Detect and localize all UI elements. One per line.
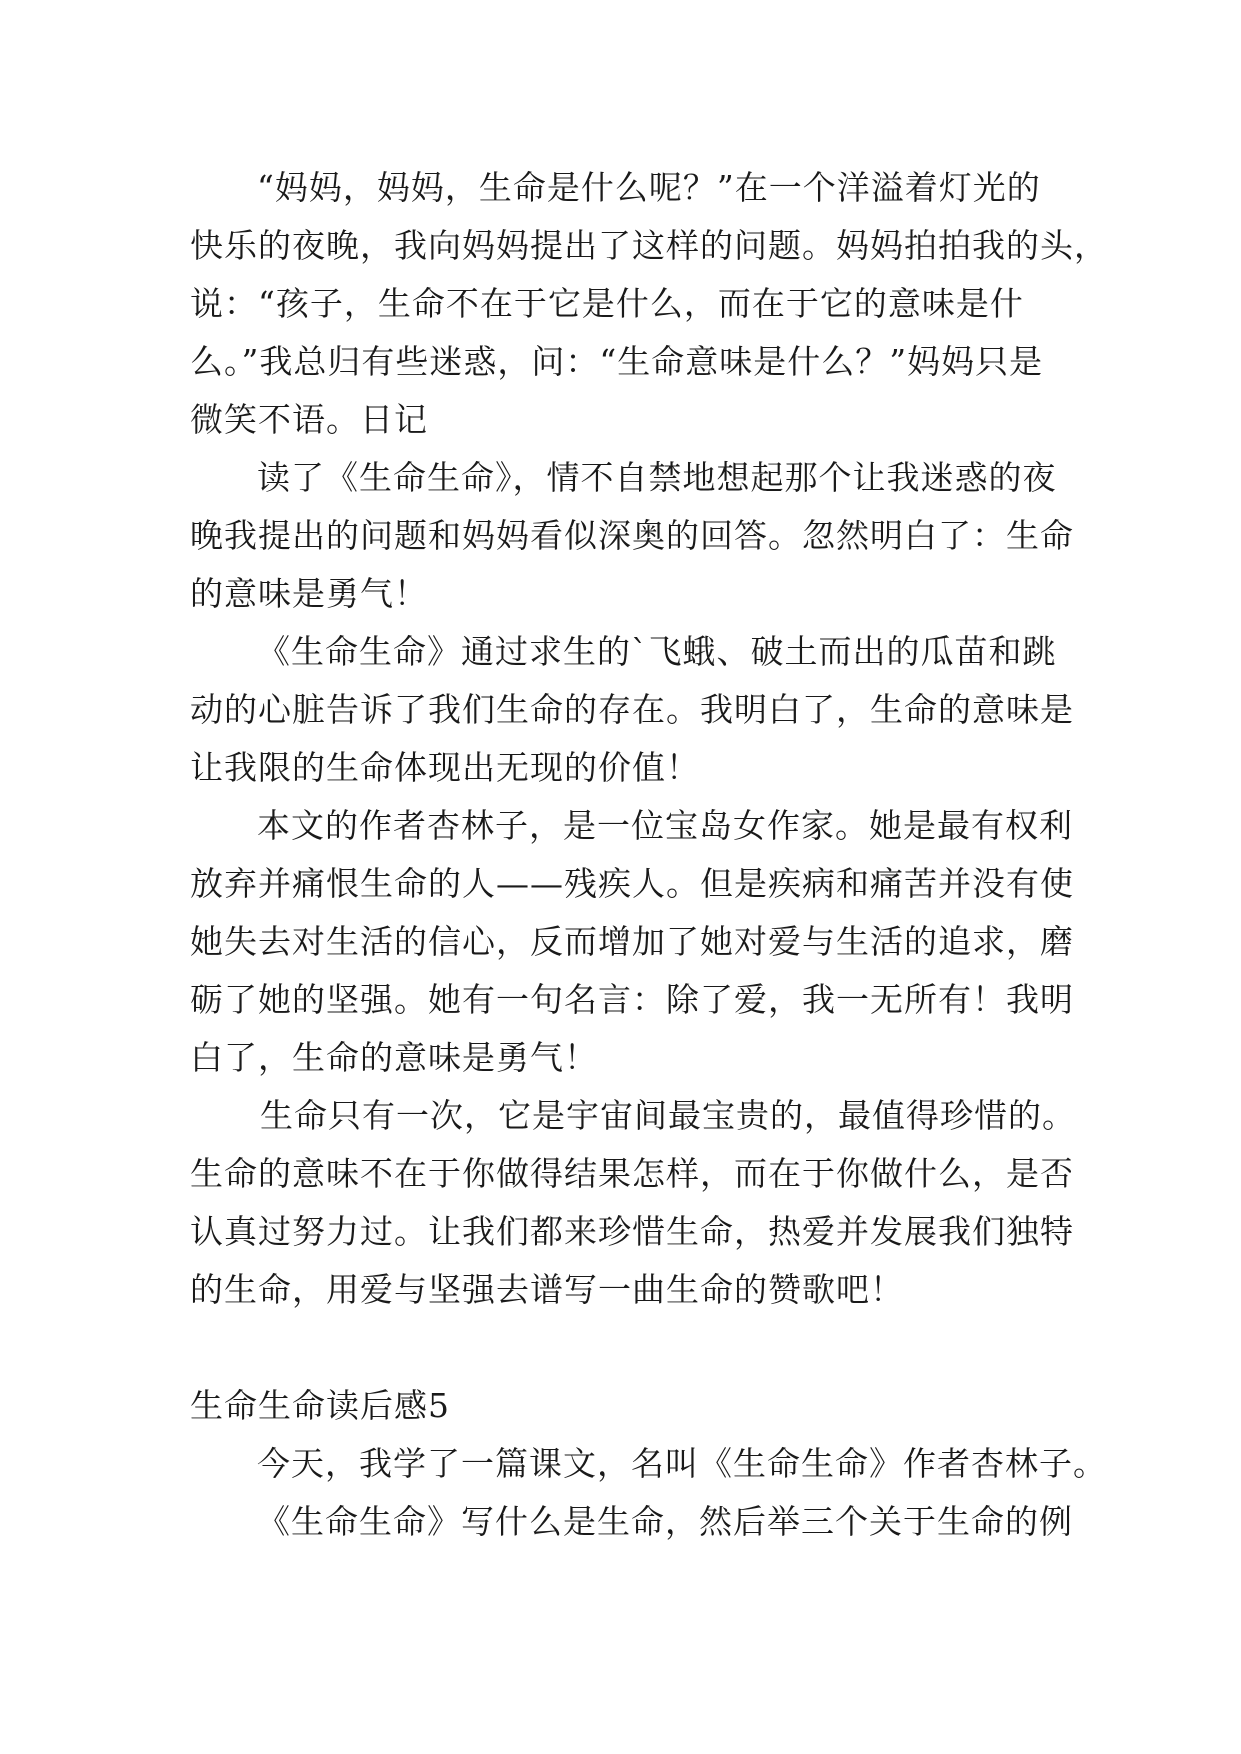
- paragraph-line: 让我限的生命体现出无现的价值！: [190, 748, 700, 787]
- paragraph-line: 放弃并痛恨生命的人——残疾人。但是疾病和痛苦并没有使: [190, 864, 1074, 903]
- paragraph-line: 晚我提出的问题和妈妈看似深奥的回答。忽然明白了：生命: [190, 516, 1074, 555]
- paragraph-line: 读了《生命生命》，情不自禁地想起那个让我迷惑的夜: [257, 458, 1057, 497]
- paragraph-line: 今天，我学了一篇课文，名叫《生命生命》作者杏林子。: [257, 1444, 1107, 1483]
- paragraph-line: 砺了她的坚强。她有一句名言：除了爱，我一无所有！我明: [190, 980, 1074, 1019]
- paragraph-line: 认真过努力过。让我们都来珍惜生命，热爱并发展我们独特: [190, 1212, 1074, 1251]
- paragraph-line: 生命只有一次，它是宇宙间最宝贵的，最值得珍惜的。: [260, 1096, 1076, 1135]
- section-heading: 生命生命读后感5: [190, 1386, 450, 1425]
- paragraph-line: 动的心脏告诉了我们生命的存在。我明白了，生命的意味是: [190, 690, 1074, 729]
- paragraph-line: 本文的作者杏林子，是一位宝岛女作家。她是最有权利: [257, 806, 1073, 845]
- paragraph-line: “妈妈，妈妈，生命是什么呢？”在一个洋溢着灯光的: [257, 168, 1041, 207]
- paragraph-line: 生命的意味不在于你做得结果怎样，而在于你做什么，是否: [190, 1154, 1074, 1193]
- paragraph-line: 白了，生命的意味是勇气！: [190, 1038, 598, 1077]
- paragraph-line: 《生命生命》写什么是生命，然后举三个关于生命的例: [257, 1502, 1073, 1541]
- paragraph-line: 快乐的夜晚，我向妈妈提出了这样的问题。妈妈拍拍我的头，: [190, 226, 1108, 265]
- paragraph-line: 么。”我总归有些迷惑，问：“生命意味是什么？”妈妈只是: [190, 342, 1044, 381]
- paragraph-line: 她失去对生活的信心，反而增加了她对爱与生活的追求，磨: [190, 922, 1074, 961]
- paragraph-line: 《生命生命》通过求生的`飞蛾、破土而出的瓜苗和跳: [257, 632, 1057, 671]
- paragraph-line: 的生命，用爱与坚强去谱写一曲生命的赞歌吧！: [190, 1270, 904, 1309]
- paragraph-line: 说：“孩子，生命不在于它是什么，而在于它的意味是什: [190, 284, 1024, 323]
- paragraph-line: 微笑不语。日记: [190, 400, 428, 439]
- paragraph-line: 的意味是勇气！: [190, 574, 428, 613]
